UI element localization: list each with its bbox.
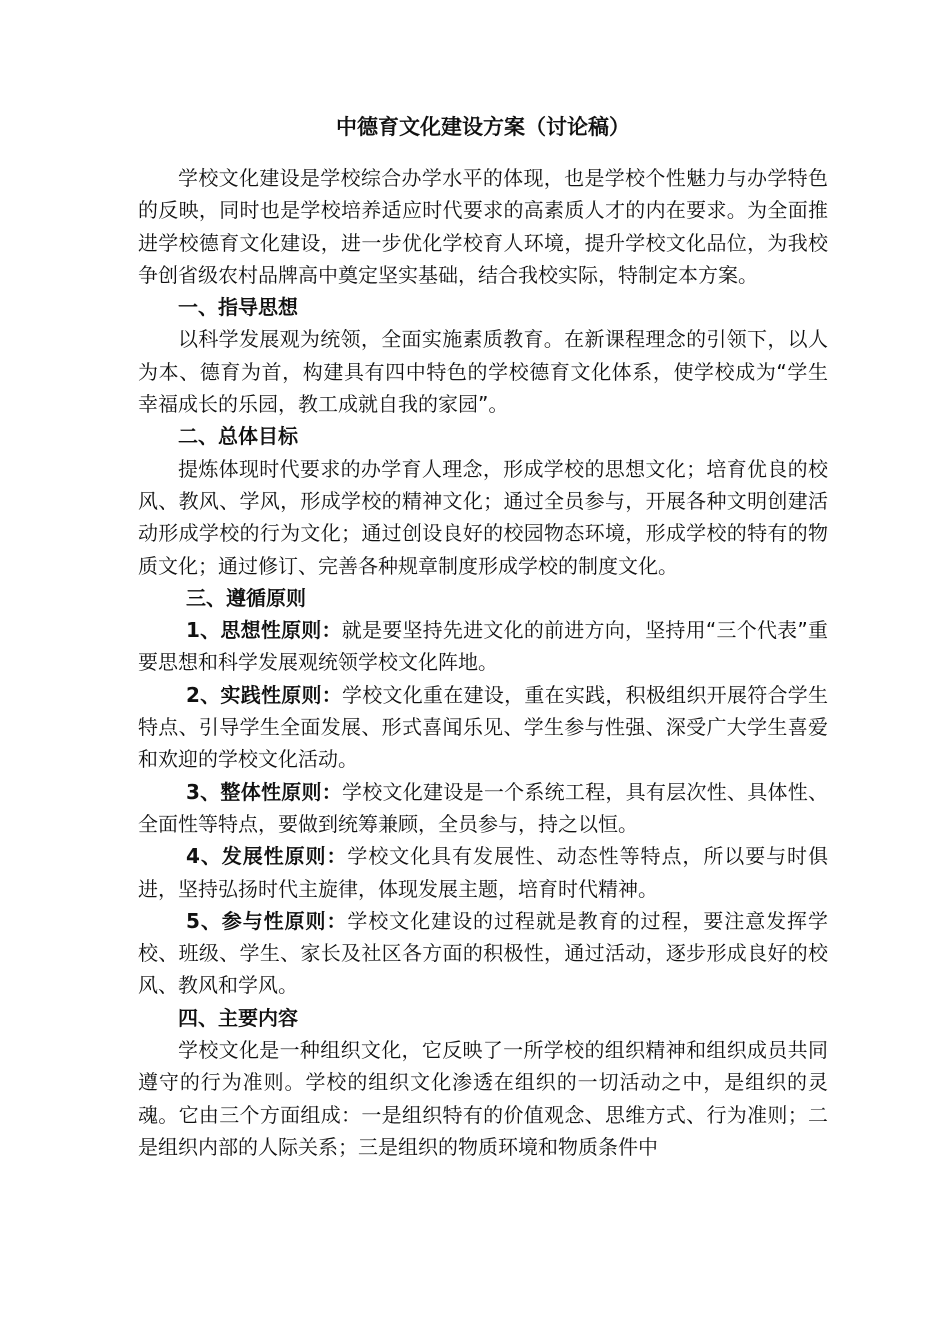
overall-goal-paragraph: 提炼体现时代要求的办学育人理念，形成学校的思想文化；培育优良的校风、教风、学风，形成学校的精神文化；通过全员参与，开展各种文明创建活动形成学校的行为文化；通过创设良好的校园物态环境，形成学校的特有的物质文化；通过修订、完善各种规章制度形成学校的制度文化。 bbox=[138, 456, 828, 578]
principle-paragraph bbox=[138, 905, 828, 1002]
document-page bbox=[138, 110, 828, 1163]
principle-paragraph bbox=[138, 776, 828, 841]
intro-paragraph: 学校文化建设是学校综合办学水平的体现，也是学校个性魅力与办学特色的反映，同时也是学校培养适应时代要求的高素质人才的内在要求。为全面推进学校德育文化建设，进一步优化学校育人环境，提升学校文化品位，为我校争创省级农村品牌高中奠定坚实基础，结合我校实际，特制定本方案。 bbox=[138, 166, 828, 287]
principle-paragraph bbox=[138, 614, 828, 679]
principle-lead: 3、整体性原则： bbox=[186, 779, 343, 804]
principle-lead: 5、参与性原则： bbox=[186, 908, 348, 933]
section-heading-overall-goal: 二、总体目标 bbox=[178, 424, 298, 449]
principle-paragraph bbox=[138, 679, 828, 776]
principle-text: 学校文化具有发展性、动态性等特点，所以要与时俱进，坚持弘扬时代主旋律，体现发展主题，培育时代精神。 bbox=[138, 844, 828, 901]
guiding-thought-paragraph: 以科学发展观为统领，全面实施素质教育。在新课程理念的引领下，以人为本、德育为首，构建具有四中特色的学校德育文化体系，使学校成为“学生幸福成长的乐园，教工成就自我的家园”。 bbox=[138, 327, 828, 417]
section-heading-principles: 三、遵循原则 bbox=[186, 585, 306, 610]
principle-text: 学校文化重在建设，重在实践，积极组织开展符合学生特点、引导学生全面发展、形式喜闻乐见、学生参与性强、深受广大学生喜爱和欢迎的学校文化活动。 bbox=[138, 682, 829, 772]
principle-paragraph bbox=[138, 840, 828, 905]
principle-lead: 2、实践性原则： bbox=[186, 682, 343, 707]
principle-lead: 4、发展性原则： bbox=[186, 844, 348, 869]
principle-text: 学校文化建设的过程就是教育的过程，要注意发挥学校、班级、学生、家长及社区各方面的积极性，通过活动，逐步形成良好的校风、教风和学风。 bbox=[138, 908, 828, 998]
main-content-paragraph: 学校文化是一种组织文化，它反映了一所学校的组织精神和组织成员共同遵守的行为准则。学校的组织文化渗透在组织的一切活动之中，是组织的灵魂。它由三个方面组成：一是组织特有的价值观念、思维方式、行为准则；二是组织内部的人际关系；三是组织的物质环境和物质条件中 bbox=[138, 1038, 828, 1159]
section-heading-main-content: 四、主要内容 bbox=[178, 1005, 298, 1030]
section-heading-guiding-thought: 一、指导思想 bbox=[178, 295, 298, 320]
principle-lead: 1、思想性原则： bbox=[186, 618, 342, 643]
document-title: 中德育文化建设方案（讨论稿） bbox=[336, 115, 630, 139]
principle-text: 就是要坚持先进文化的前进方向，坚持用“三个代表”重要思想和科学发展观统领学校文化阵地。 bbox=[138, 618, 828, 675]
principle-text: 学校文化建设是一个系统工程，具有层次性、具体性、全面性等特点，要做到统筹兼顾，全员参与，持之以恒。 bbox=[138, 779, 829, 836]
